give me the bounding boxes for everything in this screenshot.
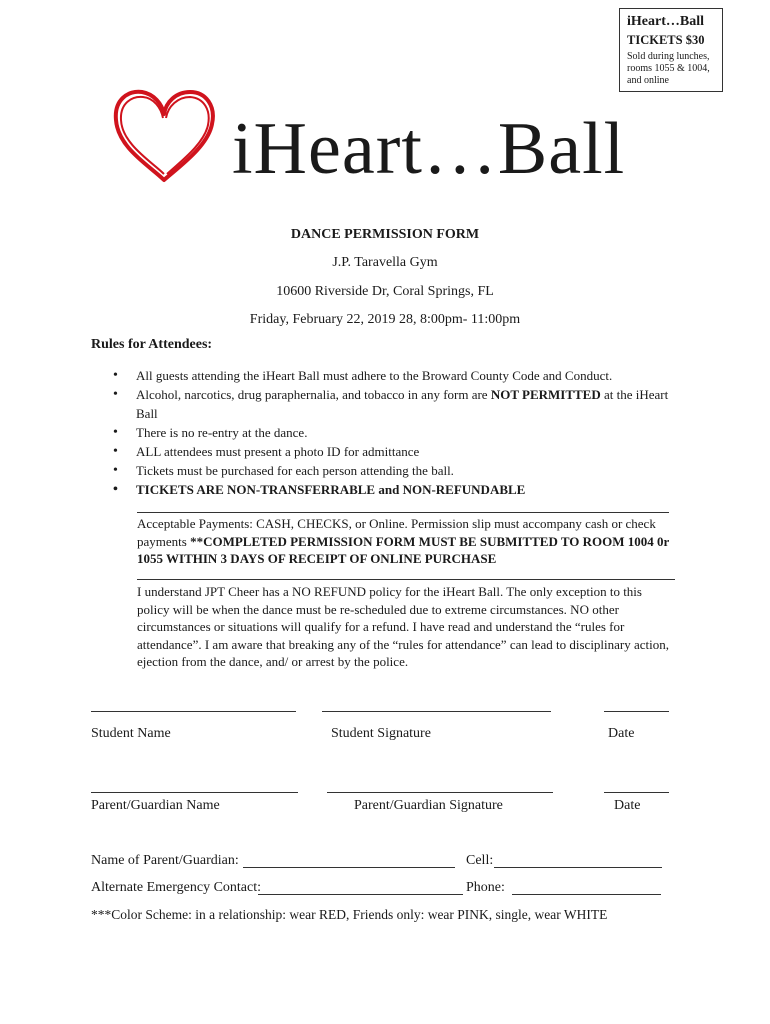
rule-item: • Tickets must be purchased for each person attending the ball. <box>96 461 672 480</box>
parent-name-label: Parent/Guardian Name <box>91 798 220 813</box>
not-permitted-emphasis: NOT PERMITTED <box>490 387 601 402</box>
venue: J.P. Taravella Gym <box>332 255 438 270</box>
form-title: DANCE PERMISSION FORM <box>290 227 480 242</box>
parent-guardian-name-label: Name of Parent/Guardian: <box>91 853 239 868</box>
ticket-info-box <box>619 8 723 92</box>
refund-policy-paragraph: I understand JPT Cheer has a NO REFUND policy for the iHeart Ball. The only exception to this policy will be when the dance must be re-scheduled due to extreme circumstances. NO other circumstances or situations will qualify for a refund. I have read and understand the “rules for attendance”. I am aware that breaking any of the “rules for attendance” can lead to disciplinary action, ejection from the dance, and/ or arrest by the police. <box>137 584 670 669</box>
emergency-contact-label: Alternate Emergency Contact: <box>91 880 262 895</box>
ticket-box-title: iHeart…Ball <box>627 14 704 29</box>
rule-item: • Alcohol, narcotics, drug paraphernalia, and tobacco in any form are NOT PERMITTED at the iHeart Ball <box>96 385 672 423</box>
parent-signature-line[interactable] <box>327 792 553 793</box>
divider <box>137 579 675 580</box>
heart-icon <box>110 88 218 188</box>
parent-name-line[interactable] <box>91 792 298 793</box>
cell-label: Cell: <box>466 853 494 868</box>
rule-item: • ALL attendees must present a photo ID for admittance <box>96 442 672 461</box>
emergency-contact-field[interactable] <box>258 894 463 895</box>
student-date-label: Date <box>608 726 635 741</box>
parent-signature-label: Parent/Guardian Signature <box>354 798 503 813</box>
ticket-price: TICKETS $30 <box>627 33 705 47</box>
rule-item: • There is no re-entry at the dance. <box>96 423 672 442</box>
phone-label: Phone: <box>466 880 505 895</box>
ticket-sales-note: Sold during lunches, rooms 1055 & 1004, and online <box>627 51 710 86</box>
rules-heading: Rules for Attendees: <box>91 337 213 352</box>
student-name-label: Student Name <box>91 726 171 741</box>
divider <box>137 512 669 513</box>
student-signature-line[interactable] <box>322 711 551 712</box>
parent-guardian-name-field[interactable] <box>243 867 455 868</box>
phone-field[interactable] <box>512 894 661 895</box>
cell-field[interactable] <box>494 867 662 868</box>
parent-date-label: Date <box>614 798 641 813</box>
rule-item: • All guests attending the iHeart Ball must adhere to the Broward County Code and Conduct. <box>96 366 672 385</box>
rules-list <box>96 366 672 499</box>
submission-deadline: **COMPLETED PERMISSION FORM MUST BE SUBMITTED TO ROOM 1004 0r 1055 WITHIN 3 DAYS OF RECEIPT OF ONLINE PURCHASE <box>137 533 670 566</box>
student-date-line[interactable] <box>604 711 669 712</box>
parent-date-line[interactable] <box>604 792 669 793</box>
student-name-line[interactable] <box>91 711 296 712</box>
event-title: iHeart…Ball <box>232 108 626 190</box>
student-signature-label: Student Signature <box>331 726 431 741</box>
color-scheme-note: ***Color Scheme: in a relationship: wear RED, Friends only: wear PINK, single, wear WHITE <box>91 907 608 922</box>
rule-item: • TICKETS ARE NON-TRANSFERRABLE and NON-REFUNDABLE <box>96 480 672 499</box>
address: 10600 Riverside Dr, Coral Springs, FL <box>276 284 494 299</box>
event-datetime: Friday, February 22, 2019 28, 8:00pm- 11:00pm <box>249 312 521 327</box>
payments-paragraph: Acceptable Payments: CASH, CHECKS, or Online. Permission slip must accompany cash or check payments **COMPLETED PERMISSION FORM MUST BE SUBMITTED TO ROOM 1004 0r 1055 WITHIN 3 DAYS OF RECEIPT OF ONLINE PURCHASE <box>137 516 670 566</box>
